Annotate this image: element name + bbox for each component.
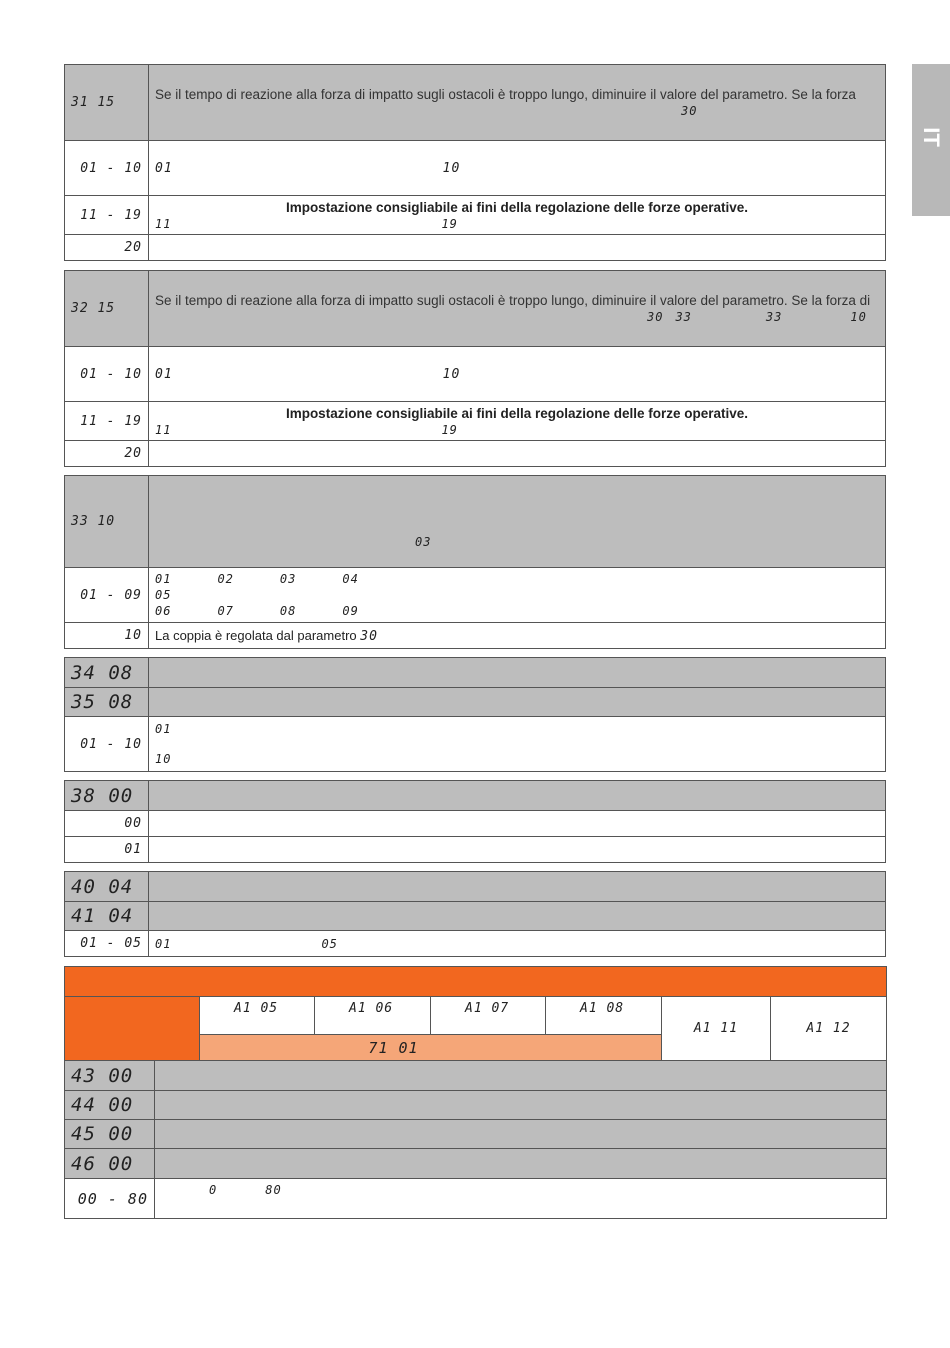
value-range: 20 bbox=[65, 441, 149, 467]
param-description bbox=[155, 1061, 887, 1091]
model-a111: A1 11 bbox=[662, 997, 771, 1061]
value-description: La coppia è regolata dal parametro 30 bbox=[149, 623, 886, 649]
value-range: 20 bbox=[65, 235, 149, 261]
value-description: 01 10 bbox=[149, 141, 886, 196]
param-code: 43 00 bbox=[65, 1061, 155, 1091]
param-description bbox=[155, 1120, 887, 1149]
model-a105: A1 05 bbox=[200, 997, 315, 1035]
param-code: 32 15 bbox=[65, 271, 149, 347]
param-description bbox=[149, 902, 886, 931]
param-code: 40 04 bbox=[65, 872, 149, 902]
param-code: 45 00 bbox=[65, 1120, 155, 1149]
value-description bbox=[149, 811, 886, 837]
language-tab bbox=[912, 64, 950, 216]
value-range: 01 - 10 bbox=[65, 347, 149, 402]
param-table-32 bbox=[64, 270, 886, 467]
param-description bbox=[155, 1149, 887, 1179]
value-description: 01 02 03 04 05 06 07 08 09 bbox=[149, 568, 886, 623]
model-a106: A1 06 bbox=[315, 997, 431, 1035]
model-a112: A1 12 bbox=[771, 997, 887, 1061]
value-description: 01 05 bbox=[149, 931, 886, 957]
value-description: Impostazione consigliabile ai fini della regolazione delle forze operative. 11 19 bbox=[149, 196, 886, 235]
param-table-33 bbox=[64, 475, 886, 649]
param-code: 34 08 bbox=[65, 658, 149, 688]
model-a108: A1 08 bbox=[546, 997, 662, 1035]
param-code: 31 15 bbox=[65, 65, 149, 141]
param-code: 38 00 bbox=[65, 781, 149, 811]
value-range: 01 - 10 bbox=[65, 717, 149, 772]
value-range: 01 - 05 bbox=[65, 931, 149, 957]
language-tab-label: IT bbox=[919, 127, 944, 147]
value-range: 10 bbox=[65, 623, 149, 649]
param-description bbox=[149, 872, 886, 902]
orange-header bbox=[65, 967, 887, 997]
value-description bbox=[149, 837, 886, 863]
value-description: 0 80 bbox=[155, 1179, 887, 1219]
param-code: 35 08 bbox=[65, 688, 149, 717]
param-description bbox=[149, 658, 886, 688]
param-table-31 bbox=[64, 64, 886, 261]
param-table-38 bbox=[64, 780, 886, 863]
param-table-34 bbox=[64, 657, 886, 772]
param-description bbox=[155, 1091, 887, 1120]
param-description: Se il tempo di reazione alla forza di impatto sugli ostacoli è troppo lungo, diminuire il valore del parametro. Se la forza di 30 33 33 10 bbox=[149, 271, 886, 347]
param-code: 44 00 bbox=[65, 1091, 155, 1120]
param-code: 33 10 bbox=[65, 476, 149, 568]
param-code: 41 04 bbox=[65, 902, 149, 931]
param-description bbox=[149, 781, 886, 811]
value-range: 00 - 80 bbox=[65, 1179, 155, 1219]
param-table-40 bbox=[64, 871, 886, 957]
value-range: 00 bbox=[65, 811, 149, 837]
param-code: 46 00 bbox=[65, 1149, 155, 1179]
value-description bbox=[149, 235, 886, 261]
value-description: Impostazione consigliabile ai fini della regolazione delle forze operative. 11 19 bbox=[149, 402, 886, 441]
value-range: 11 - 19 bbox=[65, 402, 149, 441]
value-description bbox=[149, 441, 886, 467]
value-range: 01 bbox=[65, 837, 149, 863]
value-range: 11 - 19 bbox=[65, 196, 149, 235]
model-parameter-table bbox=[64, 966, 887, 1219]
orange-corner bbox=[65, 997, 200, 1061]
param-description: Se il tempo di reazione alla forza di impatto sugli ostacoli è troppo lungo, diminuire il valore del parametro. Se la forza 30 bbox=[149, 65, 886, 141]
sub-model: 71 01 bbox=[200, 1035, 662, 1061]
value-description: 01 10 bbox=[149, 717, 886, 772]
param-description bbox=[149, 688, 886, 717]
value-description: 01 10 bbox=[149, 347, 886, 402]
value-range: 01 - 10 bbox=[65, 141, 149, 196]
model-a107: A1 07 bbox=[431, 997, 546, 1035]
param-description: 03 bbox=[149, 476, 886, 568]
value-range: 01 - 09 bbox=[65, 568, 149, 623]
